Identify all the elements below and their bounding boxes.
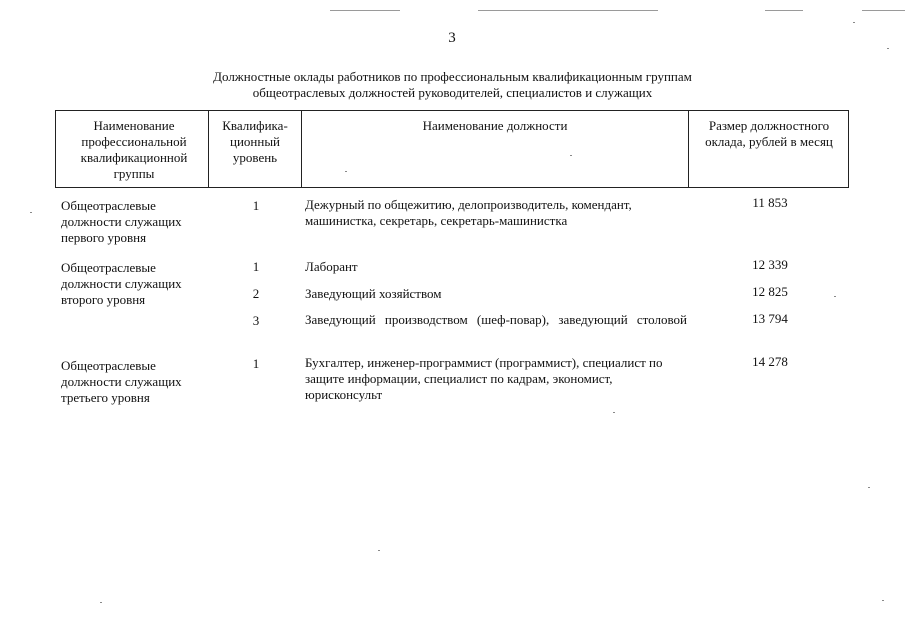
scan-speck <box>887 48 889 49</box>
header-salary: Размер должностного оклада, рублей в месяц <box>705 118 833 149</box>
position-names: Бухгалтер, инженер-программист (программист), специалист по защите информации, специалист по кадрам, экономист, юрисконсульт <box>305 355 663 402</box>
position-names: Лаборант <box>305 259 358 274</box>
scan-speck <box>882 600 884 601</box>
scan-speck <box>868 487 870 488</box>
group-name: Общеотраслевые должности служащих третьего уровня <box>61 358 182 405</box>
scan-speck <box>570 155 572 156</box>
column-divider <box>301 111 302 187</box>
column-divider <box>688 111 689 187</box>
header-level: Квалифика-ционный уровень <box>222 118 288 165</box>
position-names: Заведующий хозяйством <box>305 286 442 301</box>
scan-line <box>765 10 803 11</box>
document-title-line-2: общеотраслевых должностей руководителей, специалистов и служащих <box>252 85 653 100</box>
qualification-level: 1 <box>252 259 260 274</box>
qualification-level: 1 <box>252 198 260 213</box>
salary-value: 11 853 <box>752 195 788 210</box>
scan-speck <box>378 550 380 551</box>
scan-speck <box>834 296 836 297</box>
scan-line <box>330 10 400 11</box>
qualification-level: 3 <box>252 313 260 328</box>
column-divider <box>208 111 209 187</box>
salary-value: 12 339 <box>752 257 788 272</box>
qualification-level: 2 <box>252 286 260 301</box>
scan-line <box>862 10 905 11</box>
scan-speck <box>100 602 102 603</box>
document-title <box>150 69 755 101</box>
scan-speck <box>613 412 615 413</box>
qualification-level: 1 <box>252 356 260 371</box>
scan-speck <box>345 171 347 172</box>
position-names: Заведующий производством (шеф-повар), заведующий столовой <box>305 312 687 327</box>
document-title-line-1: Должностные оклады работников по профессиональным квалификационным группам <box>213 69 692 84</box>
header-position: Наименование должности <box>422 118 568 133</box>
group-name: Общеотраслевые должности служащих первого уровня <box>61 198 182 245</box>
scan-line <box>478 10 658 11</box>
page-number: 3 <box>448 30 456 46</box>
header-group: Наименование профессиональной квалификационной группы <box>80 118 188 181</box>
group-name: Общеотраслевые должности служащих второго уровня <box>61 260 182 307</box>
position-names: Дежурный по общежитию, делопроизводитель, комендант, машинистка, секретарь, секретарь-машинистка <box>305 197 632 228</box>
scan-speck <box>853 22 855 23</box>
salary-value: 12 825 <box>752 284 788 299</box>
table-header <box>55 110 849 188</box>
salary-value: 14 278 <box>752 354 788 369</box>
scan-speck <box>30 212 32 213</box>
salary-value: 13 794 <box>752 311 788 326</box>
